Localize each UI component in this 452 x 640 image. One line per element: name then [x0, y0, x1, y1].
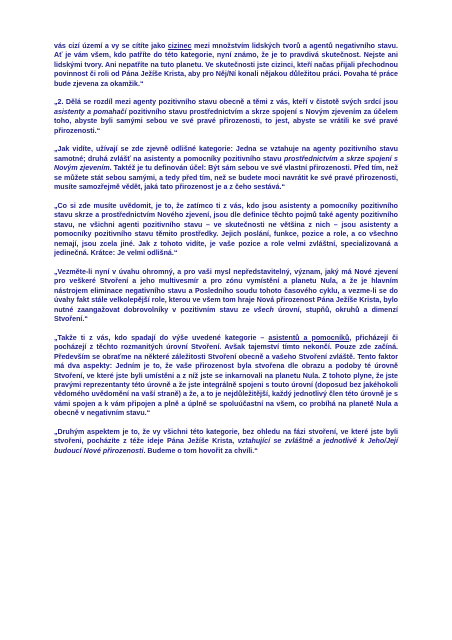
paragraph-2: [54, 98, 398, 136]
paragraph-6-text-a: „Takže ti z vás, kdo spadají do výše uvedené kategorie –: [54, 333, 269, 342]
paragraph-1-text-c: mezi množstvím lidských tvorů a agentů negativního stavu. Ať je vám všem, kdo patříte do této kategorie, nyní známo, že je to pravdivá skutečnost. Nejste ani lidskými tvory. Ani nepatříte na tuto planetu. Ve skutečnosti jste cizinci, kteří načas přijali přechodnou povinnost či roli od Pána Ježíše Krista, aby pro Něj/Ní konali nějakou důležitou práci. Povaha té práce bude zjevena za okamžik.“: [54, 42, 398, 88]
paragraph-3-text-a: „Jak vidíte, užívají se zde zjevně odlišné kategorie: Jedna se vztahuje na agenty pozitivního stavu samotné; druhá zvlášť na asistenty a pomocníky pozitivního stavu: [54, 145, 398, 163]
paragraph-1-underlined-term: cizinec: [167, 42, 192, 50]
document-body: [54, 42, 398, 466]
paragraph-7: [54, 428, 398, 456]
paragraph-2-italic-term: asistenty a pomahačí: [54, 107, 127, 116]
paragraph-1-text-a: vás cizí území a vy se cítíte jako: [54, 42, 168, 50]
paragraph-7-text-a: „Druhým aspektem je to, že vy všichni této kategorie, bez ohledu na fázi stvoření, ve které jste byli stvořeni, pocházíte z téže ideje Pána Ježíše Krista,: [54, 427, 398, 446]
paragraph-3: [54, 145, 398, 192]
paragraph-5-italic-term: všech: [253, 305, 274, 314]
paragraph-6-underlined-term: asistentů a pomocníků: [268, 333, 350, 342]
paragraph-2-text-c: pozitivního stavu prostřednictvím a skrze spojení s Novým zjevením za účelem toho, abyste byli samými sebou ve své pravé přirozenosti, to jest, abyste se vrátili ke své pravé přirozenosti.“: [54, 107, 398, 135]
paragraph-6-text-c: , přicházejí či pocházejí z těchto rozmanitých úrovní Stvoření. Avšak tajemství tímto nekončí. Pouze zde začíná. Především se obraťme na některé záležitosti Stvoření obecně a vašeho Stvoření zvláště. Tento faktor má dva aspekty: Jedním je to, že vaše přirozenost byla stvořena dle obrazu a podoby té úrovně Stvoření, ve které jste byli umístěni a z níž jste se inkarnovali na planetu Nula. Z tohoto plyne, že jste pravými reprezentanty této úrovně a že jste integrálně spojeni s touto úrovní (doposud bez jakéhokoli vědomého uvědomění na vaší straně) a že, a to je nejdůležitější, každý jednotlivý člen této úrovně je s vámi spojen a k vám připojen a plně a úplně se spoluúčastní na všem, co probíhá na planetě Nula a obecně v negativním stavu.“: [54, 333, 398, 418]
paragraph-2-text-a: „2. Dělá se rozdíl mezi agenty pozitivního stavu obecně a těmi z vás, kteří v čistotě svých srdcí jsou: [54, 98, 398, 107]
paragraph-5: [54, 268, 398, 325]
paragraph-1: [54, 42, 398, 89]
paragraph-7-italic-term: vztahující se zvláštně a jednotlivě k Jeho/Její budoucí Nové přirozenosti: [54, 437, 398, 455]
paragraph-4: „Co si zde musíte uvědomit, je to, že zatímco ti z vás, kdo jsou asistenty a pomocníky pozitivního stavu skrze a prostřednictvím Nového zjevení, jsou dle definice těchto pojmů také agenty pozitivního stavu, ne všichni agenti pozitivního stavu – ve skutečnosti ne většina z nich – jsou asistenty a pomocníky pozitivního stavu těmito prostředky. Jejich poslání, funkce, pozice a role, a co všechno nemají, jsou zcela jiné. Jak z tohoto vidíte, je vaše pozice a role velmi zvláštní, specializovaná a jedinečná. Krátce: Je velmi odlišná.“: [54, 201, 398, 258]
paragraph-7-text-c: . Budeme o tom hovořit za chvíli.“: [143, 446, 258, 455]
paragraph-3-italic-term: prostřednictvím a skrze spojení s Novým zjevením: [54, 154, 398, 173]
paragraph-3-text-c: . Taktéž je tu definován účel: Být sám sebou ve své vlastní přirozenosti. Před tím, než se můžete stát sebou samými, a tedy před tím, než se budete moci navrátit ke své pravé přirozenosti, musíte samozřejmě vědět, jaká tato přirozenost je a z čeho sestává.“: [54, 164, 399, 192]
paragraph-5-text-a: „Vezměte-li nyní v úvahu ohromný, a pro vaši mysl nepředstavitelný, význam, jaký má Nové zjevení pro veškeré Stvoření a jeho multivesmír a pro zónu vymístění a planetu Nula, a že je hlavním nástrojem eliminace negativního stavu a Posledního soudu tohoto časového cyklu, a vezme-li se do úvahy fakt stále velkolepější role, kterou ve všem tom hraje Nová přirozenost Pána Ježíše Krista, bylo nutné zaangažovat dobrovolníky v pozitivním stavu ze: [54, 267, 398, 314]
paragraph-6: [54, 334, 398, 419]
paragraph-5-text-c: úrovní, stupňů, okruhů a dimenzí Stvoření.“: [54, 305, 398, 324]
